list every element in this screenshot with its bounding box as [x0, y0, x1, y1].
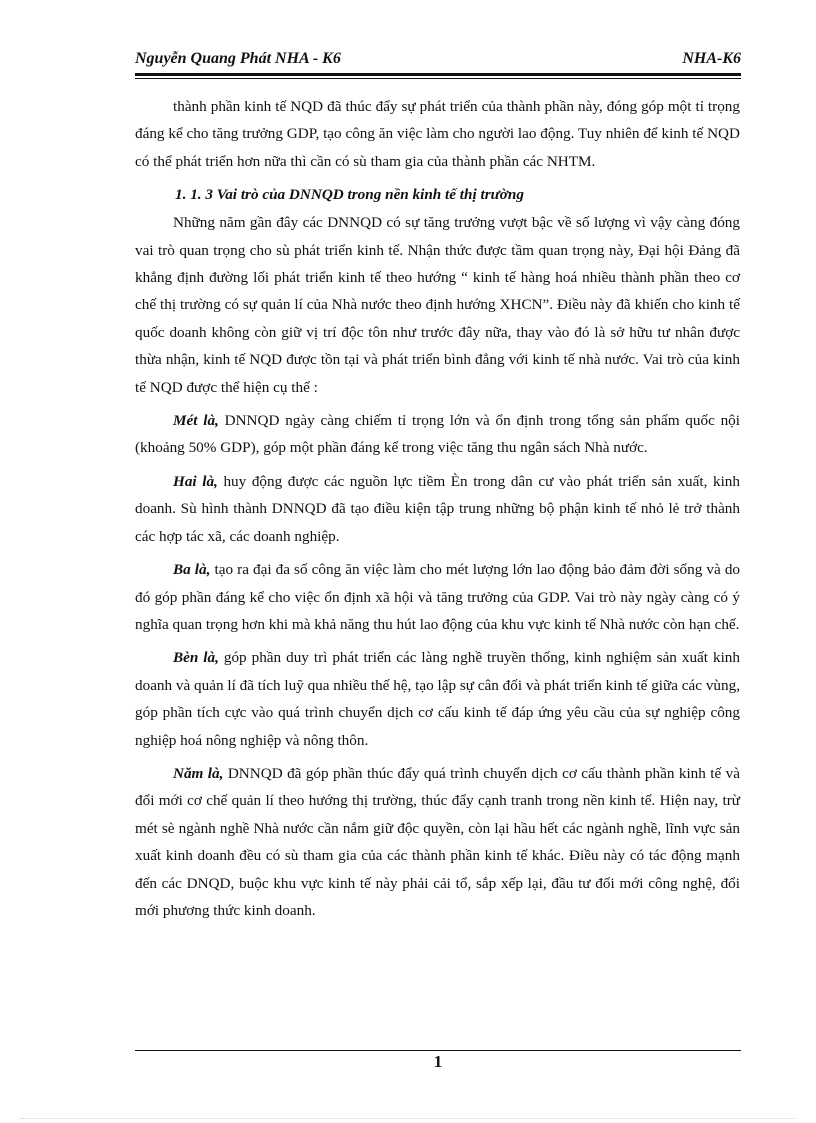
- header-code: NHA-K6: [682, 50, 741, 67]
- item-lead: Ba là,: [173, 561, 211, 579]
- paragraph-role: Những năm gần đây các DNNQD có sự tăng trưởng vượt bậc về số lượng vì vậy càng đóng vai trò quan trọng cho sù phát triển kinh tế. Nhận thức được tầm quan trọng này, Đại hội Đảng đã khẳng định đường lối phát triển kinh tế theo hướng “ kinh tế hàng hoá nhiều thành phần theo cơ chế thị trường có sự quản lí của Nhà nước theo định hướng XHCN”. Điều này đã khiến cho kinh tế quốc doanh không còn giữ vị trí độc tôn như trước đây nữa, thay vào đó là sở hữu tư nhân được thừa nhận, kinh tế NQD được tồn tại và phát triển bình đẳng với kinh tế nhà nước. Vai trò của kinh tế NQD được thể hiện cụ thể :: [135, 214, 740, 396]
- item-lead: Bèn là,: [173, 649, 219, 667]
- list-item: [135, 644, 740, 754]
- intro-paragraph: thành phần kinh tế NQD đã thúc đẩy sự phát triển của thành phần này, đóng góp một tỉ trọng đáng kể cho tăng trưởng GDP, tạo công ăn việc làm cho người lao động. Tuy nhiên để kinh tế NQD có thể phát triển hơn nữa thì cần có sù tham gia của thành phần các NHTM.: [135, 98, 740, 170]
- header-author: Nguyễn Quang Phát NHA - K6: [135, 50, 341, 67]
- page-number: 1: [433, 1052, 443, 1071]
- item-lead: Năm là,: [173, 764, 224, 782]
- item-lead: Hai là,: [173, 472, 218, 490]
- page-header: [135, 50, 741, 68]
- item-text: góp phần duy trì phát triển các làng nghề truyền thống, kinh nghiệm sản xuất kinh doanh và quản lí đã tích luỹ qua nhiều thế hệ, tạo lập sự cân đối và phát triển kinh tế giữa các vùng, góp phần tích cực vào quá trình chuyển dịch cơ cấu kinh tế đáp ứng yêu cầu của sự nghiệp công nghiệp hoá nông nghiệp và nông thôn.: [135, 649, 740, 749]
- body-text: [135, 93, 740, 930]
- page-bottom-border: [20, 1118, 796, 1119]
- list-item: [135, 407, 740, 462]
- item-lead: Mét là,: [173, 412, 219, 430]
- list-item: [135, 556, 740, 638]
- list-item: [135, 760, 740, 924]
- item-text: DNNQD ngày càng chiếm tỉ trọng lớn và ổn định trong tổng sản phẩm quốc nội (khoảng 50% GDP), góp một phần đáng kể trong việc tăng thu ngân sách Nhà nước.: [135, 412, 741, 457]
- header-rule: [135, 73, 741, 79]
- item-text: tạo ra đại đa số công ăn việc làm cho mét lượng lớn lao động bảo đảm đời sống và do đó góp phần đáng kể cho việc ổn định xã hội và tăng trưởng của GDP. Vai trò này ngày càng có ý nghĩa quan trọng hơn khi mà khả năng thu hút lao động của khu vực kinh tế Nhà nước còn hạn chế.: [135, 561, 741, 633]
- section-heading: 1. 1. 3 Vai trò của DNNQD trong nền kinh tế thị trường: [175, 186, 524, 204]
- footer-rule: [135, 1050, 741, 1051]
- item-text: DNNQD đã góp phần thúc đẩy quá trình chuyển dịch cơ cấu thành phần kinh tế và đổi mới cơ chế quản lí theo hướng thị trường, thúc đẩy cạnh tranh trong nền kinh tế. Hiện nay, trừ mét sè ngành nghề Nhà nước cần nắm giữ độc quyền, còn lại hầu hết các ngành nghề, lĩnh vực sản xuất kinh doanh đều có sù tham gia của các thành phần kinh tế khác. Điều này có tác động mạnh đến các DNQD, buộc khu vực kinh tế này phải cải tổ, sắp xếp lại, đầu tư đổi mới công nghệ, đổi mới phương thức kinh doanh.: [135, 764, 740, 919]
- list-item: [135, 468, 740, 550]
- item-text: huy động được các nguồn lực tiềm Èn trong dân cư vào phát triển sản xuất, kinh doanh. Sù hình thành DNNQD đã tạo điều kiện tập trung những bộ phận kinh tế nhỏ lẻ trở thành các hợp tác xã, các doanh nghiệp.: [135, 472, 740, 545]
